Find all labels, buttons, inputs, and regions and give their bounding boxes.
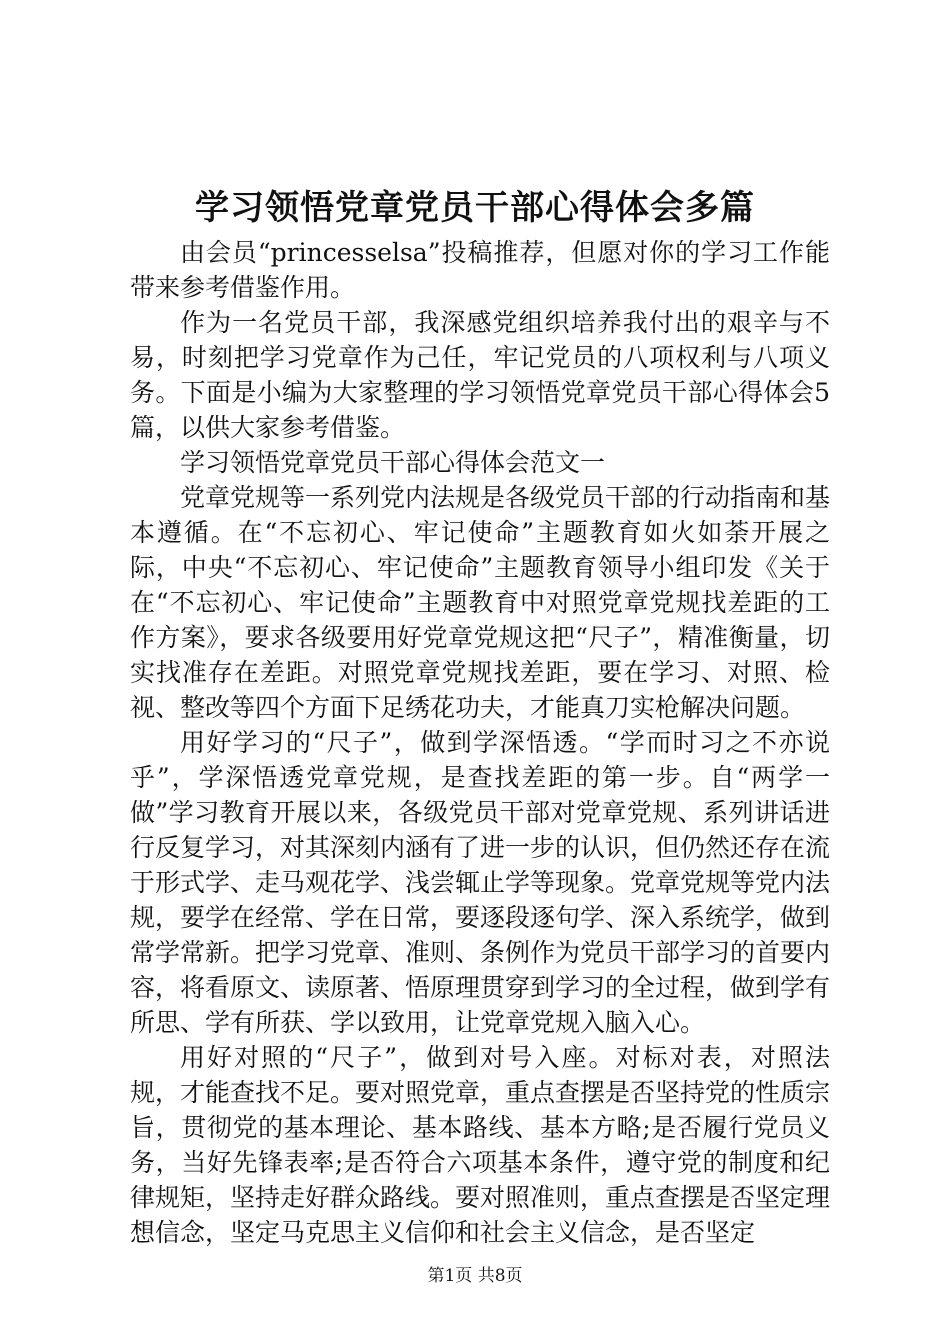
document-title: 学习领悟党章党员干部心得体会多篇 (195, 188, 755, 228)
document-body (130, 235, 830, 1250)
paragraph-body: 用好对照的“尺子”，做到对号入座。对标对表，对照法规，才能查找不足。要对照党章，重点查摆是否坚持党的性质宗旨，贯彻党的基本理论、基本路线、基本方略;是否履行党员义务，当好先锋表率;是否符合六项基本条件，遵守党的制度和纪律规矩，坚持走好群众路线。要对照准则，重点查摆是否坚定理想信念，坚定马克思主义信仰和社会主义信念，是否坚定 (130, 1043, 831, 1247)
paragraph-intro: 由会员“princesselsa”投稿推荐，但愿对你的学习工作能带来参考借鉴作用。 (130, 238, 830, 302)
paragraph-summary: 作为一名党员干部，我深感党组织培养我付出的艰辛与不易，时刻把学习党章作为己任，牢记党员的八项权利与八项义务。下面是小编为大家整理的学习领悟党章党员干部心得体会5篇，以供大家参考借鉴。 (130, 308, 830, 442)
paragraph-body: 党章党规等一系列党内法规是各级党员干部的行动指南和基本遵循。在“不忘初心、牢记使命”主题教育如火如荼开展之际，中央“不忘初心、牢记使命”主题教育领导小组印发《关于在“不忘初心、牢记使命”主题教育中对照党章党规找差距的工作方案》，要求各级要用好党章党规这把“尺子”，精准衡量，切实找准存在差距。对照党章党规找差距，要在学习、对照、检视、整改等四个方面下足绣花功夫，才能真刀实枪解决问题。 (130, 483, 831, 722)
paragraph-body: 用好学习的“尺子”，做到学深悟透。“学而时习之不亦说乎”，学深悟透党章党规，是查找差距的第一步。自“两学一做”学习教育开展以来，各级党员干部对党章党规、系列讲话进行反复学习，对其深刻内涵有了进一步的认识，但仍然还存在流于形式学、走马观花学、浅尝辄止学等现象。党章党规等党内法规，要学在经常、学在日常，要逐段逐句学、深入系统学，做到常学常新。把学习党章、准则、条例作为党员干部学习的首要内容，将看原文、读原著、悟原理贯穿到学习的全过程，做到学有所思、学有所获、学以致用，让党章党规入脑入心。 (130, 728, 831, 1037)
page-footer: 第1页 共8页 (427, 1266, 523, 1286)
section-heading: 学习领悟党章党员干部心得体会范文一 (180, 448, 606, 477)
